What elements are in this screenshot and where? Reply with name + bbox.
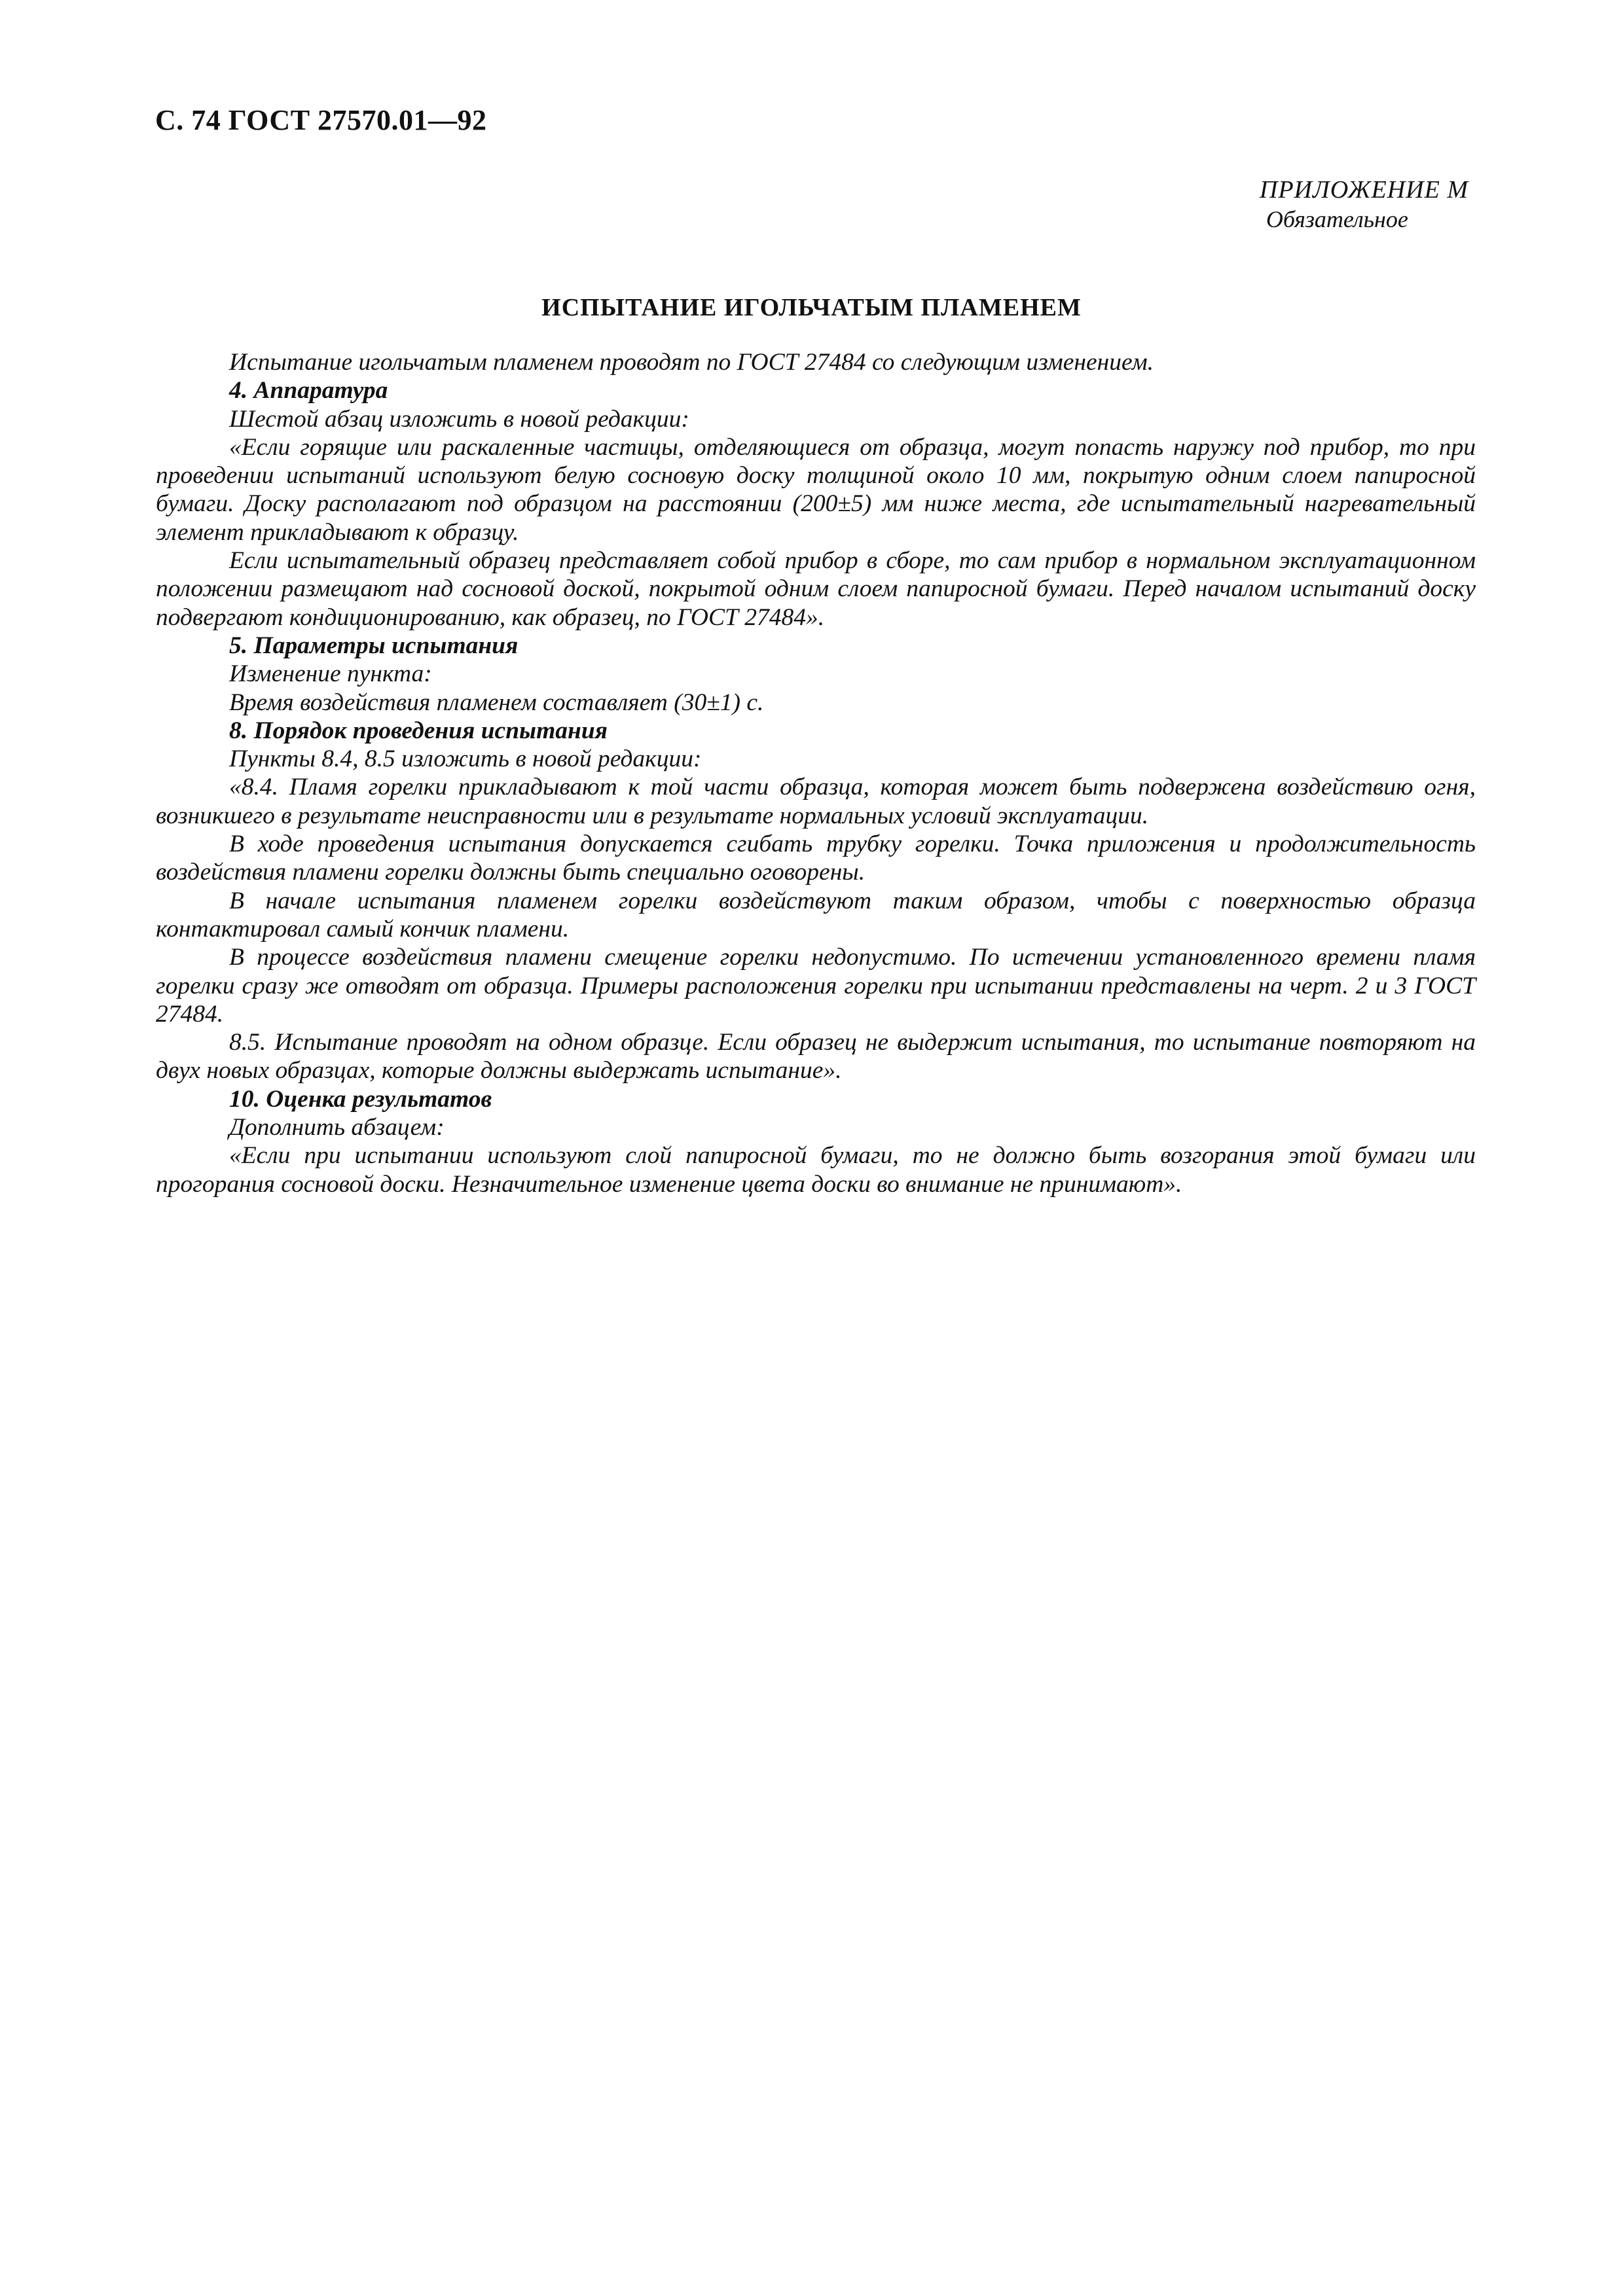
paragraph: Пункты 8.4, 8.5 изложить в новой редакции: (229, 745, 702, 773)
section-heading: 5. Параметры испытания (229, 632, 519, 659)
paragraph: 8.5. Испытание проводят на одном образце. Если образец не выдержит испытания, то испытание повторяют на двух новых образцах, которые должны выдержать испытание». (156, 1029, 1476, 1085)
document-body (156, 348, 1476, 1198)
paragraph: В ходе проведения испытания допускается сгибать трубку горелки. Точка приложения и продолжительность воздействия пламени горелки должны быть специально оговорены. (156, 831, 1476, 886)
paragraph: «Если при испытании используют слой папиросной бумаги, то не должно быть возгорания этой бумаги или прогорания сосновой доски. Незначительное изменение цвета доски во внимание не принимают». (156, 1142, 1476, 1198)
paragraph: В начале испытания пламенем горелки воздействуют таким образом, чтобы с поверхностью образца контактировал самый кончик пламени. (156, 887, 1476, 942)
appendix-label: ПРИЛОЖЕНИЕ М (1259, 176, 1468, 204)
paragraph: «8.4. Пламя горелки прикладывают к той части образца, которая может быть подвержена воздействию огня, возникшего в результате неисправности или в результате нормальных условий эксплуатации. (156, 774, 1476, 829)
section-heading: 8. Порядок проведения испытания (229, 717, 608, 744)
section-heading: 4. Аппаратура (229, 377, 388, 404)
paragraph: Время воздействия пламенем составляет (30±1) с. (229, 689, 764, 716)
paragraph: Дополнить абзацем: (229, 1114, 445, 1141)
paragraph: Испытание игольчатым пламенем проводят по ГОСТ 27484 со следующим изменением. (229, 349, 1154, 376)
paragraph: Если испытательный образец представляет собой прибор в сборе, то сам прибор в нормальном эксплуатационном положении размещают над сосновой доской, покрытой одним слоем папиросной бумаги. Перед началом испытаний доску подвергают кондиционированию, как образец, по ГОСТ 27484». (156, 547, 1476, 631)
section-heading: 10. Оценка результатов (229, 1085, 492, 1113)
appendix-note: Обязательное (1266, 206, 1408, 232)
paragraph: В процессе воздействия пламени смещение горелки недопустимо. По истечении установленного времени пламя горелки сразу же отводят от образца. Примеры расположения горелки при испытании представлены на черт. 2 и 3 ГОСТ 27484. (156, 944, 1476, 1028)
page-header: С. 74 ГОСТ 27570.01—92 (155, 104, 487, 136)
paragraph: «Если горящие или раскаленные частицы, отделяющиеся от образца, могут попасть наружу под прибор, то при проведении испытаний используют белую сосновую доску толщиной около 10 мм, покрытую одним слоем папиросной бумаги. Доску располагают под образцом на расстоянии (200±5) мм ниже места, где испытательный нагревательный элемент прикладывают к образцу. (156, 433, 1476, 546)
paragraph: Изменение пункта: (229, 660, 432, 688)
appendix-block (1260, 175, 1468, 233)
document-title: ИСПЫТАНИЕ ИГОЛЬЧАТЫМ ПЛАМЕНЕМ (541, 294, 1082, 321)
paragraph: Шестой абзац изложить в новой редакции: (229, 405, 689, 433)
